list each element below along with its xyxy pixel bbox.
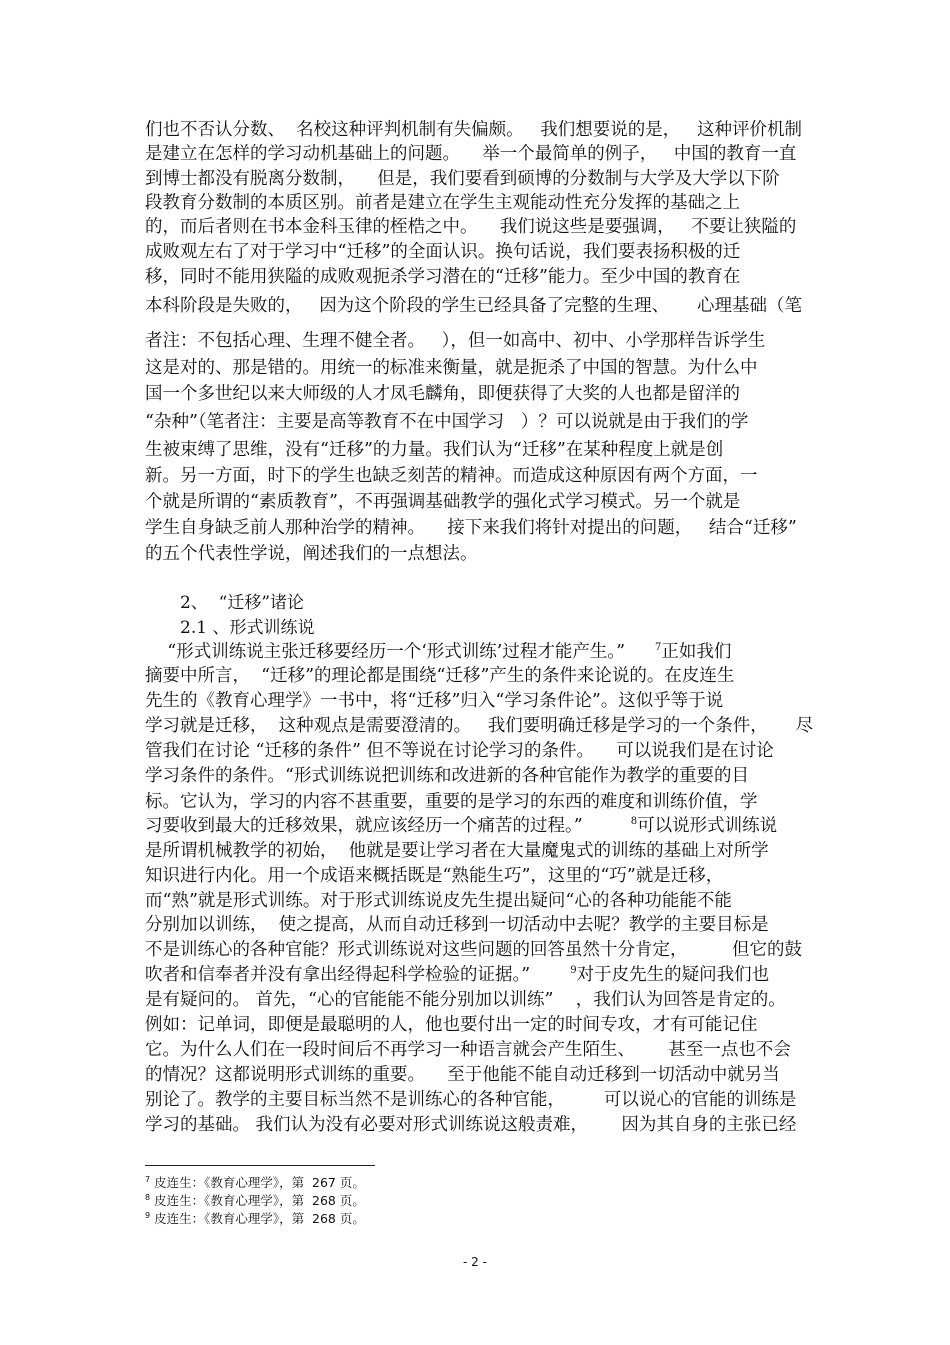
- footnote-mark: 7: [655, 642, 662, 654]
- section-line-text: 可以说形式训练说: [637, 816, 778, 836]
- section-line: [145, 815, 777, 837]
- section-line: 分别加以训练， 使之提高，从而自动迁移到一切活动中去呢？教学的主要目标是: [145, 915, 769, 935]
- section-line: 是所谓机械教学的初始， 他就是要让学习者在大量魔鬼式的训练的基础上对所学: [145, 841, 769, 861]
- section-line-text: “形式训练说主张迁移要经历一个‘形式训练’过程才能产生。”: [145, 642, 626, 662]
- footnote-number: 7: [145, 1174, 151, 1184]
- footnote: [145, 1193, 365, 1209]
- section-line: 它。为什么人们在一段时间后不再学习一种语言就会产生陌生、 甚至一点也不会: [145, 1040, 791, 1060]
- section-line: 学习的基础。 我们认为没有必要对形式训练说这般责难， 因为其自身的主张已经: [145, 1115, 797, 1135]
- footnote-text: 皮连生：《教育心理学》，第 268 页。: [150, 1211, 365, 1226]
- footnote-text: 皮连生：《教育心理学》，第 268 页。: [150, 1193, 365, 1208]
- section-line: 的情况？这都说明形式训练的重要。 至于他能不能自动迁移到一切活动中就另当: [145, 1065, 780, 1085]
- section-line: 是有疑问的。 首先，“心的官能能不能分别加以训练” ，我们认为回答是肯定的。: [145, 990, 786, 1010]
- section-line-text: 吹者和信奉者并没有拿出经得起科学检验的证据。”: [145, 965, 531, 985]
- section-heading-2: 2、 “迁移”诸论: [180, 593, 305, 613]
- section-line: 摘要中所言， “迁移”的理论都是围绕“迁移”产生的条件来论说的。在皮连生: [145, 666, 735, 686]
- section-line: 标。它认为，学习的内容不甚重要，重要的是学习的东西的难度和训练价值，学: [145, 792, 758, 812]
- section-line-text: 习要收到最大的迁移效果，就应该经历一个痛苦的过程。”: [145, 816, 583, 836]
- body-line: 个就是所谓的“素质教育”，不再强调基础教学的强化式学习模式。另一个就是: [145, 492, 741, 512]
- section-line: 不是训练心的各种官能？形式训练说对这些问题的回答虽然十分肯定， 但它的鼓: [145, 940, 802, 960]
- footnote-number: 9: [145, 1210, 151, 1220]
- body-line: “杂种”（笔者注：主要是高等教育不在中国学习 ）？可以说就是由于我们的学: [145, 412, 749, 432]
- section-line: [145, 964, 769, 986]
- body-line: 们也不否认分数、 名校这种评判机制有失偏颇。 我们想要说的是， 这种评价机制: [145, 120, 802, 140]
- body-line: 的五个代表性学说，阐述我们的一点想法。: [145, 544, 478, 564]
- section-line: 先生的《教育心理学》一书中，将“迁移”归入“学习条件论”。这似乎等于说: [145, 691, 724, 711]
- body-line: 的，而后者则在书本金科玉律的桎梏之中。 我们说这些是要强调， 不要让狭隘的: [145, 217, 797, 237]
- section-line: 而“熟”就是形式训练。对于形式训练说皮先生提出疑问“心的各种功能能不能: [145, 891, 732, 911]
- body-line: 段教育分数制的本质区别。前者是建立在学生主观能动性充分发挥的基础之上: [145, 193, 740, 213]
- footnote-text: 皮连生：《教育心理学》，第 267 页。: [150, 1175, 365, 1190]
- section-line-text: 正如我们: [661, 642, 732, 662]
- body-line: 本科阶段是失败的， 因为这个阶段的学生已经具备了完整的生理、 心理基础（笔: [145, 296, 802, 316]
- section-line: 例如：记单词，即便是最聪明的人，他也要付出一定的时间专攻，才有可能记住: [145, 1015, 758, 1035]
- section-line: 别论了。教学的主要目标当然不是训练心的各种官能， 可以说心的官能的训练是: [145, 1090, 797, 1110]
- section-line: 学习就是迁移， 这种观点是需要澄清的。 我们要明确迁移是学习的一个条件， 尽: [145, 716, 814, 736]
- section-line-text: 对于皮先生的疑问我们也: [576, 965, 770, 985]
- body-line: 这是对的、那是错的。用统一的标准来衡量，就是扼杀了中国的智慧。为什么中: [145, 358, 758, 378]
- body-line: 移，同时不能用狭隘的成败观扼杀学习潜在的“迁移”能力。至少中国的教育在: [145, 267, 741, 287]
- body-line: 学生自身缺乏前人那种治学的精神。 接下来我们将针对提出的问题， 结合“迁移”: [145, 518, 797, 538]
- body-line: 生被束缚了思维，没有“迁移”的力量。我们认为“迁移”在某种程度上就是创: [145, 440, 724, 460]
- footnote-mark: 8: [630, 816, 638, 828]
- section-heading-2-1: 2.1 、形式训练说: [180, 618, 315, 638]
- body-line: 国一个多世纪以来大师级的人才凤毛麟角，即便获得了大奖的人也都是留洋的: [145, 384, 740, 404]
- section-line: 知识进行内化。用一个成语来概括既是“熟能生巧”，这里的“巧”就是迁移，: [145, 866, 724, 886]
- section-line: [145, 641, 731, 663]
- body-line: 是建立在怎样的学习动机基础上的问题。 举一个最简单的例子， 中国的教育一直: [145, 144, 797, 164]
- section-line: 学习条件的条件。“形式训练说把训练和改进新的各种官能作为教学的重要的目: [145, 766, 749, 786]
- page-number: - 2 -: [463, 1255, 487, 1269]
- footnote-divider: [145, 1165, 375, 1166]
- body-line: 成败观左右了对于学习中“迁移”的全面认识。换句话说，我们要表扬积极的迁: [145, 242, 741, 262]
- body-line: 新。另一方面，时下的学生也缺乏刻苦的精神。而造成这种原因有两个方面，一: [145, 466, 758, 486]
- body-line: 者注：不包括心理、生理不健全者。 ），但一如高中、初中、小学那样告诉学生: [145, 331, 766, 351]
- footnote-number: 8: [145, 1192, 151, 1202]
- footnote: [145, 1211, 365, 1227]
- section-line: 管我们在讨论 “迁移的条件” 但不等说在讨论学习的条件。 可以说我们是在讨论: [145, 741, 774, 761]
- body-line: 到博士都没有脱离分数制， 但是，我们要看到硕博的分数制与大学及大学以下阶: [145, 169, 780, 189]
- footnote: [145, 1175, 365, 1191]
- footnote-mark: 9: [570, 965, 577, 977]
